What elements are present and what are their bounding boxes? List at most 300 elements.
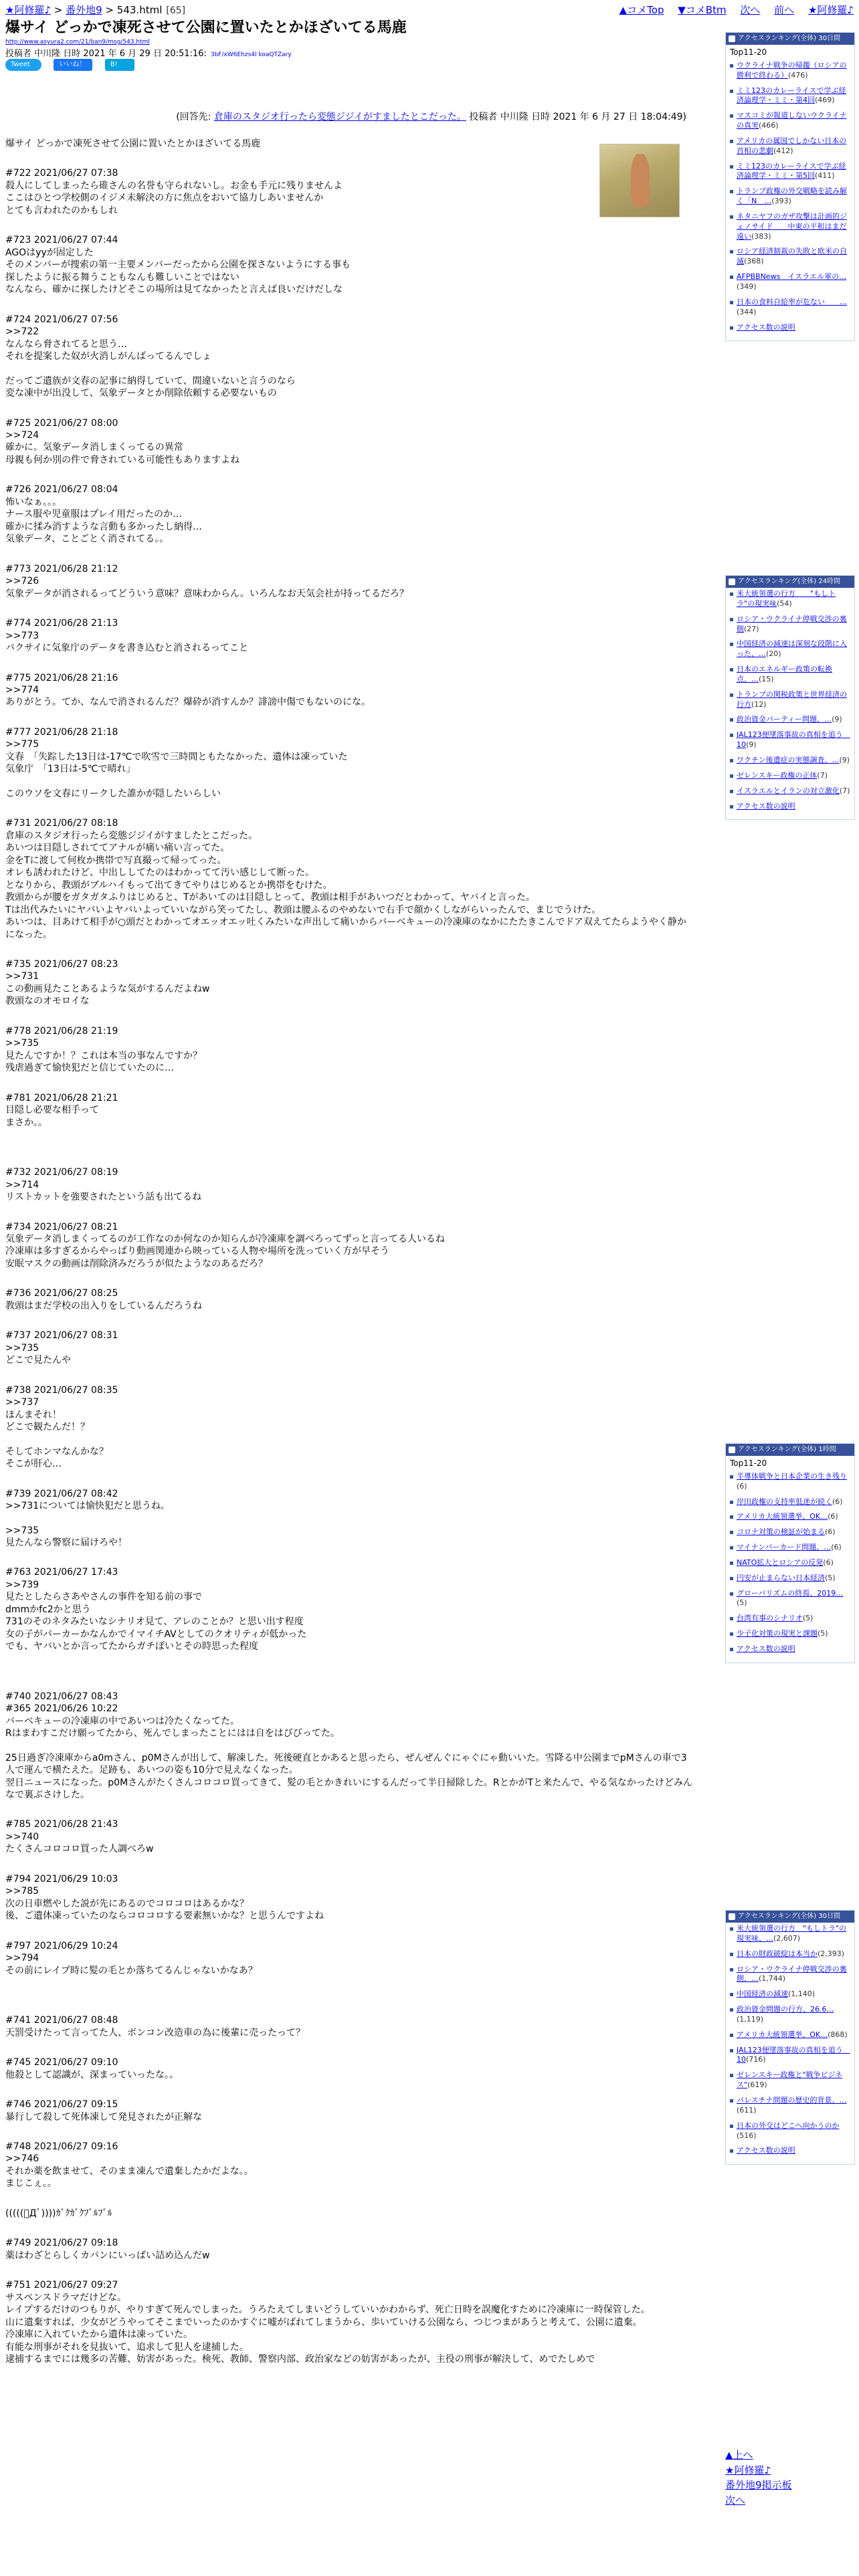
comment-line: >>740: [5, 1831, 39, 1842]
ranking-list-item: [730, 2005, 850, 2025]
comment-post: [5, 617, 694, 654]
comment-line: バーベキューの冷凍庫の中であいつは冷たくなってた。: [5, 1715, 240, 1727]
ranking-item-count: (611): [737, 2105, 757, 2115]
ranking-list-item: [730, 771, 850, 781]
comment-line: でも、ヤバいとか言ってたからガチぽいとその時思った程度: [5, 1641, 258, 1652]
ranking-widget: [725, 32, 855, 341]
ranking-list-item: [730, 589, 850, 609]
comment-line: 翌日ニュースになった。p0Mさんがたくさんコロコロ買ってきて、髪の毛とかきれいにするんだって半日掃除した。RとかがTと来たんで、やる気なかったけどみんなで裏ぶさけした。: [5, 1777, 692, 1800]
comment-header: #726 2021/06/27 08:04: [5, 484, 118, 496]
ranking-list-item: [730, 665, 850, 685]
comment-post: [5, 1221, 694, 1271]
comment-post: [5, 2099, 694, 2123]
comment-line: ほんまそれ！: [5, 1409, 62, 1420]
comment-header: #763 2021/06/27 17:43: [5, 1567, 118, 1578]
breadcrumb: [5, 4, 185, 17]
ranking-item-count: (466): [759, 121, 779, 130]
comment-line: まさか。。: [5, 1117, 47, 1128]
comment-post: [5, 1691, 694, 1802]
ranking-item-link[interactable]: 中国経済の減速: [737, 1990, 788, 1999]
comment-line: まじこぇ。。: [5, 2178, 57, 2189]
comment-line: >>785: [5, 1886, 39, 1897]
ranking-item-count: (2,393): [818, 1949, 845, 1958]
comment-post: [5, 2237, 694, 2262]
ranking-item-link[interactable]: ネタニヤフのガザ攻撃は計画的ジェノサイド 中東の平和はまだ遠い: [737, 211, 847, 241]
home-link[interactable]: ★阿修羅♪: [807, 4, 854, 16]
ranking-item-count: (516): [737, 2131, 757, 2140]
comment-line: 教頭からが腰をガタガタふりはじめると、Tがあいてのは目隠しとって、教頭は相手があいつだとわかって、ヤバイと言った。: [5, 892, 535, 903]
ranking-item-link[interactable]: 日本のエネルギー政策の転換点、…: [737, 665, 832, 683]
ranking-list-item: [730, 1543, 850, 1553]
bottom-navigation: [725, 2448, 792, 2508]
ranking-list-item: [730, 298, 850, 318]
comment-line: 有能な刑事がそれを見抜いて、追求して犯人を逮捕した。: [5, 2341, 249, 2353]
ranking-item-link[interactable]: ウクライナ戦争の帰趨（ロシアの勝利で終わる）: [737, 60, 847, 80]
comment-header: #734 2021/06/27 08:21: [5, 1221, 118, 1232]
comment-line: あいつは目隠しされててアナルが痛い痛い言ってた。: [5, 843, 230, 854]
ranking-list-item: [730, 2146, 850, 2156]
comment-line: 薬はわざとらしくカバンにいっぱい詰め込んだw: [5, 2250, 210, 2261]
comment-line: >>722: [5, 326, 39, 338]
comment-post: [5, 1384, 694, 1471]
ranking-item-count: (6): [828, 1512, 838, 1521]
ranking-list-item: [730, 272, 850, 292]
comment-post: [5, 563, 694, 600]
ranking-item-link[interactable]: 少子化対策の現実と課題: [737, 1629, 818, 1638]
comment-line: >>775: [5, 739, 39, 750]
ranking-item-link[interactable]: マイナンバーカード問題、…: [737, 1543, 832, 1552]
ranking-item-link[interactable]: 米大統領選の行方 "もしトラ"の現実味、…: [737, 1924, 847, 1943]
ranking-item-count: (716): [746, 2055, 766, 2064]
comment-line: だってご遺族が文春の記事に納得していて、間違いないと言うのなら: [5, 375, 296, 387]
ranking-item-link[interactable]: 中国経済の減速は深刻な段階に入った、…: [737, 639, 847, 659]
ranking-item-count: (1,119): [737, 2014, 764, 2024]
comment-line: ナース服や児童服はプレイ用だったのか…: [5, 509, 183, 520]
ranking-item-count: (5): [825, 1573, 836, 1582]
ranking-item-count: (349): [737, 282, 757, 292]
ranking-item-count: (1,140): [788, 1990, 816, 1999]
ranking-item-count: (368): [744, 257, 764, 266]
ranking-item-link[interactable]: ロシア・ウクライナ停戦交渉の裏側: [737, 614, 847, 633]
comment-line: 確かに揉み消すような言動も多かったし納得…: [5, 521, 202, 532]
ranking-item-count: (20): [766, 649, 781, 659]
comment-line: [5, 1513, 694, 1525]
top-nav-links: [609, 4, 854, 17]
comment-line: >>737: [5, 1397, 39, 1408]
ranking-item-count: (12): [751, 700, 767, 709]
comment-top-link[interactable]: ▲コメTop: [619, 4, 664, 16]
comment-header: #722 2021/06/27 07:38: [5, 168, 118, 179]
comment-header: #731 2021/06/27 08:18: [5, 818, 118, 829]
comment-line: 後、ご遺体凍っていたのならコロコロする要素無いかな？と思うんですよね: [5, 1911, 324, 1922]
ranking-widget: [725, 575, 855, 820]
ranking-item-count: (6): [832, 1497, 843, 1506]
comment-header: (((((ﾟДﾟ))))ｶﾞｸｶﾞｸﾌﾞﾙﾌﾞﾙ: [5, 2208, 112, 2219]
comment-line: [5, 363, 694, 375]
ranking-item-count: (6): [737, 1481, 747, 1491]
comment-header: #781 2021/06/28 21:21: [5, 1092, 118, 1103]
breadcrumb-board-link[interactable]: 番外地9: [66, 4, 102, 16]
comment-line: >>735: [5, 1342, 39, 1354]
ranking-item-link[interactable]: ロシア経済制裁の失敗と欧米の自滅: [737, 247, 847, 266]
breadcrumb-file: 543.html: [116, 4, 163, 16]
ranking-item-link[interactable]: トランプ政権の外交戦略を読み解く「N …: [737, 187, 847, 206]
ranking-item-count: (868): [828, 2030, 848, 2039]
comment-header: #797 2021/06/29 10:24: [5, 1940, 118, 1951]
comment-post: [5, 1566, 694, 1652]
comment-line: 安眠マスクの動画は削除済みだろうが似たようなのあるだろ？: [5, 1258, 268, 1269]
ranking-list-item: [730, 1614, 850, 1624]
comment-line: >>739: [5, 1579, 39, 1590]
ranking-item-link[interactable]: マスコミが報道しないウクライナの真実: [737, 111, 847, 130]
comment-post: [5, 958, 694, 1008]
ranking-list-item: [730, 786, 850, 796]
hatena-bookmark-button[interactable]: B!: [105, 59, 134, 71]
comment-header: #774 2021/06/28 21:13: [5, 618, 118, 629]
comment-line: そしてホンマなんかな？: [5, 1446, 108, 1457]
ranking-item-link[interactable]: ロシア・ウクライナ停戦交渉の裏側、…: [737, 1964, 847, 1983]
ranking-item-count: (383): [751, 231, 771, 241]
comment-line: ここはひとつ学校側のイジメ未解決の方に焦点をおいて協力しあいませんか: [5, 193, 324, 204]
comment-post: [5, 1329, 694, 1366]
home-link-bottom[interactable]: ★阿修羅♪: [725, 2464, 771, 2476]
comment-line: 山に遺棄すれば、少女がどうやってそこまでいったのかすぐに嘘がばれてしまうから、歩いていける公園なら、つじつまがあうと考えて、公園に遺棄。: [5, 2317, 642, 2328]
comment-header: 爆サイ どっかで凍死させて公園に置いたとかほざいてる馬鹿: [5, 138, 261, 149]
ranking-list-item: [730, 2030, 850, 2040]
comment-line: >>794: [5, 1953, 39, 1964]
ranking-list-item: [730, 2121, 850, 2141]
ranking-item-link[interactable]: アメリカ大統領選挙、OK…: [737, 1512, 828, 1521]
comment-line: 731のそのネタみたいなシナリオ見て、アレのことか？と思い出す程度: [5, 1616, 304, 1628]
comment-post: [5, 1940, 694, 1977]
ranking-item-link[interactable]: ゼレンスキー政権と"戦争ビジネス": [737, 2070, 843, 2090]
ranking-item-link[interactable]: 政治資金問題の行方、26.6…: [737, 2005, 834, 2014]
ranking-list-item: [730, 247, 850, 267]
prev-link[interactable]: 前へ: [774, 4, 795, 16]
ranking-widget: [725, 1443, 855, 1663]
ranking-item-link[interactable]: アクセス数の説明: [737, 322, 795, 332]
comment-line: たくさんコロコロ買った人調べろw: [5, 1844, 154, 1855]
comment-line: 探したように振る舞うこともなんも難しいことではない: [5, 272, 240, 283]
ranking-item-count: (2,607): [773, 1933, 801, 1943]
comment-line: 金をTに渡して何枚か携帯で写真撮って帰ってった。: [5, 855, 227, 866]
ranking-list-item: [730, 802, 850, 812]
ranking-list-item: [730, 1574, 850, 1584]
board-link-bottom[interactable]: 番外地9掲示板: [725, 2479, 792, 2491]
ranking-widget-subtitle: Top11-20: [730, 1459, 767, 1468]
ranking-item-link[interactable]: アメリカ大統領選挙、OK…: [737, 2030, 828, 2039]
ranking-item-count: (9): [746, 740, 757, 750]
comment-post: [5, 2279, 694, 2365]
ranking-list-item: [730, 187, 850, 207]
ranking-item-link[interactable]: 日本の財政破綻は本当か: [737, 1949, 818, 1958]
comment-line: 教頭なのオモロイな: [5, 996, 90, 1007]
comment-line: そのメンバーが捜索の第一主要メンバーだったから公園を探さないようにする事も: [5, 259, 351, 271]
comment-line: dmmかfc2かと思う: [5, 1604, 91, 1615]
ranking-list-item: [730, 323, 850, 333]
comment-line: それか薬を飲ませて、そのまま凍んで遺棄したかだよな。。: [5, 2165, 254, 2177]
comment-header: #738 2021/06/27 08:35: [5, 1384, 118, 1396]
comment-line: #365 2021/06/26 10:22: [5, 1703, 118, 1715]
ranking-item-link[interactable]: ゼレンスキー政権の正体: [737, 770, 818, 780]
ranking-item-link[interactable]: NATO拡大とロシアの反発: [737, 1558, 824, 1567]
comment-line: 女の子がパーカーかなんかでイマイチAVとしてのクオリティが低かった: [5, 1628, 307, 1640]
comment-post: [5, 2014, 694, 2039]
comment-line: 目隠し必要な相手って: [5, 1105, 99, 1116]
page-top-link[interactable]: ▲上へ: [725, 2449, 753, 2461]
comment-post: [5, 417, 694, 467]
source-url-link[interactable]: http://www.asyura2.com/21/ban9/msg/543.html: [5, 39, 150, 45]
breadcrumb-home-link[interactable]: ★阿修羅♪: [5, 4, 52, 16]
ranking-item-link[interactable]: 政治資金パーティー問題、…: [737, 715, 832, 724]
ranking-list-item: [730, 1472, 850, 1492]
ranking-list-item: [730, 615, 850, 635]
ranking-item-link[interactable]: 半導体戦争と日本企業の生き残り: [737, 1471, 847, 1481]
comment-bottom-link[interactable]: ▼コメBtm: [678, 4, 727, 16]
ranking-list-item: [730, 1512, 850, 1522]
ranking-item-link[interactable]: アクセス数の説明: [737, 1644, 795, 1653]
breadcrumb-separator: >: [102, 4, 117, 16]
comment-header: #724 2021/06/27 07:56: [5, 314, 118, 325]
comment-line: 変な凍中が出没して、気象データとか削除依頼する必要ないもの: [5, 388, 277, 399]
comment-header: #735 2021/06/27 08:23: [5, 958, 118, 970]
ranking-item-count: (15): [759, 674, 774, 683]
ranking-list-item: [730, 690, 850, 710]
comment-line: そこが肝心…: [5, 1459, 62, 1470]
comment-post: [5, 234, 694, 296]
comment-line: バクサイに気象庁のデータを書き込むと消されるってこと: [5, 643, 249, 654]
next-link[interactable]: 次へ: [740, 4, 761, 16]
ranking-item-count: (27): [744, 624, 759, 633]
ranking-item-link[interactable]: ミミ123のカレーライスで学ぶ経済論理学・ミミ・第4回: [737, 86, 846, 105]
comment-line: 母親も何か別の件で脅されている可能性もありますよね: [5, 454, 240, 465]
ranking-item-count: (6): [825, 1527, 836, 1537]
comment-line: どこで見たんや: [5, 1355, 71, 1366]
ranking-list-item: [730, 136, 850, 156]
comment-post: [5, 1818, 694, 1855]
comment-line: AGOはyyが固定した: [5, 247, 94, 258]
comment-count: [65]: [166, 5, 186, 16]
comment-post: [5, 1873, 694, 1923]
comment-header: #745 2021/06/27 09:10: [5, 2057, 118, 2068]
ranking-widget-header: アクセスランキング(全体) 24時間: [726, 576, 854, 588]
tweet-button[interactable]: Tweet: [5, 59, 41, 71]
comment-post: [5, 314, 694, 400]
comment-line: とても言われたのかもしれ: [5, 205, 118, 216]
ranking-item-link[interactable]: 台湾有事のシナリオ: [737, 1614, 803, 1623]
comment-line: >>731: [5, 971, 39, 982]
comment-header: #736 2021/06/27 08:25: [5, 1288, 118, 1299]
comment-line: 見たんですか！？これは本当の事なんですか？: [5, 1050, 202, 1061]
ranking-item-count: (344): [737, 307, 757, 316]
comment-header: #794 2021/06/29 10:03: [5, 1873, 118, 1885]
ranking-list-item: [730, 212, 850, 242]
ranking-list-item: [730, 1965, 850, 1985]
comment-post: [5, 1092, 694, 1129]
ranking-item-link[interactable]: アクセス数の説明: [737, 2146, 795, 2155]
ranking-list: [726, 1923, 854, 2164]
comment-line: 見たとしたらさあやさんの事件を知る前の事で: [5, 1592, 202, 1603]
comment-post: [5, 1287, 694, 1312]
comment-line: サスペンスドラマだけどな。: [5, 2292, 127, 2303]
comment-line: なんなら脅されてると思う…: [5, 338, 127, 350]
comment-line: なんなら、確かに探したけどそこの場所は見てなかったと言えば良いだけだしな: [5, 284, 343, 296]
ranking-item-count: (54): [777, 599, 792, 608]
comment-line: 気象データが消されるってどういう意味？意味わからん。いろんなお天気会社が持ってるだろ？: [5, 588, 409, 599]
comment-line: オレも誘われたけど、中出ししてたのはわかってて汚い感じして断った。: [5, 867, 314, 879]
comment-post: [5, 1166, 694, 1203]
ranking-item-count: (7): [817, 770, 828, 780]
ranking-item-link[interactable]: 日本の食料自給率が危ない …: [737, 297, 847, 306]
ranking-list-item: [730, 1589, 850, 1609]
ranking-list-item: [730, 1990, 850, 2000]
ranking-item-link[interactable]: 米大統領選の行方 "もしトラ"の現実味: [737, 589, 836, 608]
next-link-bottom[interactable]: 次へ: [725, 2494, 746, 2506]
comment-header: #740 2021/06/27 08:43: [5, 1691, 118, 1702]
comment-line: 確かに。気象データ消しまくってるの異常: [5, 442, 183, 453]
comment-line: [5, 1740, 694, 1752]
ranking-list-item: [730, 1527, 850, 1537]
comment-line: [5, 776, 694, 788]
comment-line: リストカットを強要されたという話も出てるね: [5, 1192, 202, 1203]
comment-post: [5, 1488, 694, 1549]
comment-post: [5, 1025, 694, 1075]
ranking-item-link[interactable]: 岸田政権の支持率低迷が続く: [737, 1497, 832, 1506]
ranking-item-link[interactable]: 円安が止まらない日本経済: [737, 1573, 825, 1582]
ranking-list-item: [730, 2046, 850, 2066]
comment-line: となりから、教頭がブルハイもって出てきてやりはじめるとか携帯をむけた。: [5, 879, 332, 891]
comment-post: [5, 2208, 694, 2220]
comment-line: 冷凍庫は多すぎるからやっぱり動画関連から映っている人物や場所を洗っていく方が早そう: [5, 1246, 389, 1257]
page-title: 爆サイ どっかで凍死させて公園に置いたとかほざいてる馬鹿: [5, 19, 407, 36]
post-body: [5, 138, 694, 2383]
comment-line: 教頭はまだ学校の出入りをしているんだろうね: [5, 1300, 202, 1311]
ranking-list-item: [730, 1644, 850, 1654]
comment-line: >>731については愉快犯だと思うね。: [5, 1501, 170, 1512]
post-meta: [5, 48, 292, 60]
comment-line: レイプするだけのつもりが、やりすぎて死んでしまった。うろたえてしまいどうしていいかわからず、死亡日時を誤魔化すために冷凍庫に一時保管した。: [5, 2304, 650, 2316]
ranking-item-link[interactable]: AFPBBNews イスラエル軍の…: [737, 272, 847, 282]
comment-line: 文春 「失踪した13日は-17℃で吹雪で三時間ともたなかった、遺体は凍っていた: [5, 751, 348, 762]
answer-to-line: [0, 111, 692, 123]
comment-line: この動画見たことあるような気がするんだよねw: [5, 983, 210, 994]
comment-line: 25日過ぎ冷凍庫からa0mさん、p0Mさんが出して、解凍した。死後硬直とかあると思ったら、ぜんぜんぐにゃぐにゃ動いいた。雪降る中公園までpMさんの車で3人で運んで横たえた。足跡も、あいつの姿も10分で見えなくなった。: [5, 1752, 687, 1776]
comment-line: ありがとう。てか、なんで消されるんだ？爆砕が消すんか？誹謗中傷でもないのにな。: [5, 697, 371, 708]
ranking-item-link[interactable]: ミミ123のカレーライスで学ぶ経済論理学・ミミ・第5回: [737, 161, 846, 181]
answer-prefix: (回答先:: [176, 112, 214, 122]
answer-suffix: 投稿者 中川隆 日時 2021 年 6 月 27 日 18:04:49): [466, 112, 686, 122]
comment-post: [5, 138, 694, 150]
comment-header: #751 2021/06/27 09:27: [5, 2280, 118, 2291]
comment-line: >>735: [5, 1525, 39, 1536]
ranking-item-link[interactable]: コロナ対策の検証が始まる: [737, 1527, 825, 1537]
comment-header: #732 2021/06/27 08:19: [5, 1167, 118, 1178]
comment-line: 気象庁 「13日は-5℃で晴れ」: [5, 764, 136, 775]
comment-line: 倉庫のスタジオ行ったら変態ジジイがすましたとこだった。: [5, 830, 258, 841]
ranking-item-count: (393): [771, 197, 791, 206]
comment-header: #746 2021/06/27 09:15: [5, 2099, 118, 2111]
ranking-item-count: (5): [737, 1598, 747, 1608]
comment-line: 怖いなぁ。。。: [5, 496, 62, 508]
ranking-item-count: (5): [818, 1629, 828, 1638]
facebook-like-button[interactable]: いいね！ 0: [54, 59, 92, 71]
comment-line: このウソを文春にリークした誰かが隠したいらしい: [5, 788, 221, 799]
comment-line: 次の日車燃やした説が先にあるのでコロコロはあるかな？: [5, 1898, 249, 1909]
ranking-list-item: [730, 2070, 850, 2090]
poster-ids: 3bF/xW6Ehzs4I koaQTZary: [210, 51, 292, 58]
ranking-widget: [725, 1910, 855, 2165]
ranking-item-link[interactable]: グローバリズムの終焉、2019…: [737, 1588, 844, 1598]
ranking-list-item: [730, 639, 850, 659]
ranking-item-count: (619): [747, 2080, 767, 2090]
ranking-item-link[interactable]: JAL123便墜落事故の真相を追う 10: [737, 730, 850, 750]
comment-line: >>774: [5, 685, 39, 695]
comment-line: あいつは、目あけて相手が○頭だとわかってオエッオエッ吐くみたいな声出して痛いからバーベキューの冷凍庫のなかにたたきこんでドア双えてたらようやく静かになった。: [5, 917, 686, 940]
comment-line: >>726: [5, 576, 39, 587]
ranking-item-link[interactable]: アメリカの属国でしかない日本の首相の悲劇: [737, 136, 847, 155]
answer-parent-link[interactable]: 倉庫のスタジオ行ったら変態ジジイがすましたとこだった。: [213, 112, 466, 122]
comment-header: #737 2021/06/27 08:31: [5, 1330, 118, 1341]
comment-line: 気象データ、ことごとく消されてる。。: [5, 534, 169, 545]
breadcrumb-separator: >: [51, 4, 66, 16]
comment-line: Tは出代みたいにヤバいよヤバいよっていいながら笑ってたし、教頭は腰ふるのやめないで右手で顔かくしながらいったんで、まじでうけた。: [5, 904, 601, 916]
share-buttons: [5, 59, 144, 80]
ranking-list-item: [730, 1629, 850, 1639]
ranking-item-link[interactable]: ワクチン後遺症の実態調査、…: [737, 755, 840, 764]
ranking-item-count: (9): [839, 755, 850, 764]
ranking-item-link[interactable]: トランプの関税政策と世界経済の行方: [737, 689, 847, 709]
comment-header: #785 2021/06/28 21:43: [5, 1819, 118, 1830]
comment-header: #739 2021/06/27 08:42: [5, 1488, 118, 1499]
comment-line: >>773: [5, 630, 39, 641]
comment-post: [5, 726, 694, 800]
ranking-list-item: [730, 1558, 850, 1568]
comment-line: 気象データ消しまくってるのが工作なのか何なのか知らんが冷凍庫を調べろってずっと言ってる人いるね: [5, 1234, 445, 1245]
comment-post: [5, 484, 694, 545]
comment-header: #773 2021/06/28 21:12: [5, 563, 118, 574]
ranking-item-count: (9): [832, 715, 842, 724]
comment-post: [5, 2141, 694, 2190]
post-meta-text: 投稿者 中川隆 日時 2021 年 6 月 29 日 20:51:16:: [5, 49, 207, 59]
comment-line: 見たんなら警察に届けろや！: [5, 1537, 127, 1548]
ranking-list-item: [730, 730, 850, 750]
comment-line: それを提案した奴が火消しがんばってるんでしょ: [5, 351, 211, 362]
ranking-item-link[interactable]: JAL123便墜落事故の真相を追う 10: [737, 2045, 850, 2064]
ranking-list-item: [730, 162, 850, 182]
comment-header: #778 2021/06/28 21:19: [5, 1025, 118, 1037]
comment-line: 天罰受けたって言ってた人、ボンコン改造車の為に後輩に売ったって？: [5, 2027, 305, 2038]
comment-header: #777 2021/06/28 21:18: [5, 726, 118, 738]
ranking-item-link[interactable]: 日本の外交はどこへ向かうのか: [737, 2121, 840, 2130]
ranking-list-item: [730, 1497, 850, 1507]
comment-header: #775 2021/06/28 21:16: [5, 672, 118, 683]
ranking-list-item: [730, 111, 850, 131]
ranking-item-link[interactable]: アクセス数の説明: [737, 801, 795, 811]
comment-line: >>735: [5, 1038, 39, 1049]
comment-line: >>724: [5, 429, 39, 441]
ranking-widget-header: アクセスランキング(全体) 30日間: [726, 1911, 854, 1923]
ranking-item-link[interactable]: パレスチナ問題の歴史的背景、…: [737, 2095, 847, 2105]
comment-line: 暴行して殺して死体凍して発見されたが正解な: [5, 2111, 202, 2123]
ranking-item-count: (6): [823, 1558, 834, 1567]
ranking-list-item: [730, 2096, 850, 2116]
comment-post: [5, 167, 694, 217]
comment-header: #749 2021/06/27 09:18: [5, 2238, 118, 2249]
comment-line: どこで観たんだ！？: [5, 1422, 90, 1433]
ranking-item-count: (5): [802, 1614, 814, 1623]
ranking-list-item: [730, 61, 850, 81]
ranking-item-link[interactable]: イスラエルとイランの対立激化: [737, 786, 840, 795]
